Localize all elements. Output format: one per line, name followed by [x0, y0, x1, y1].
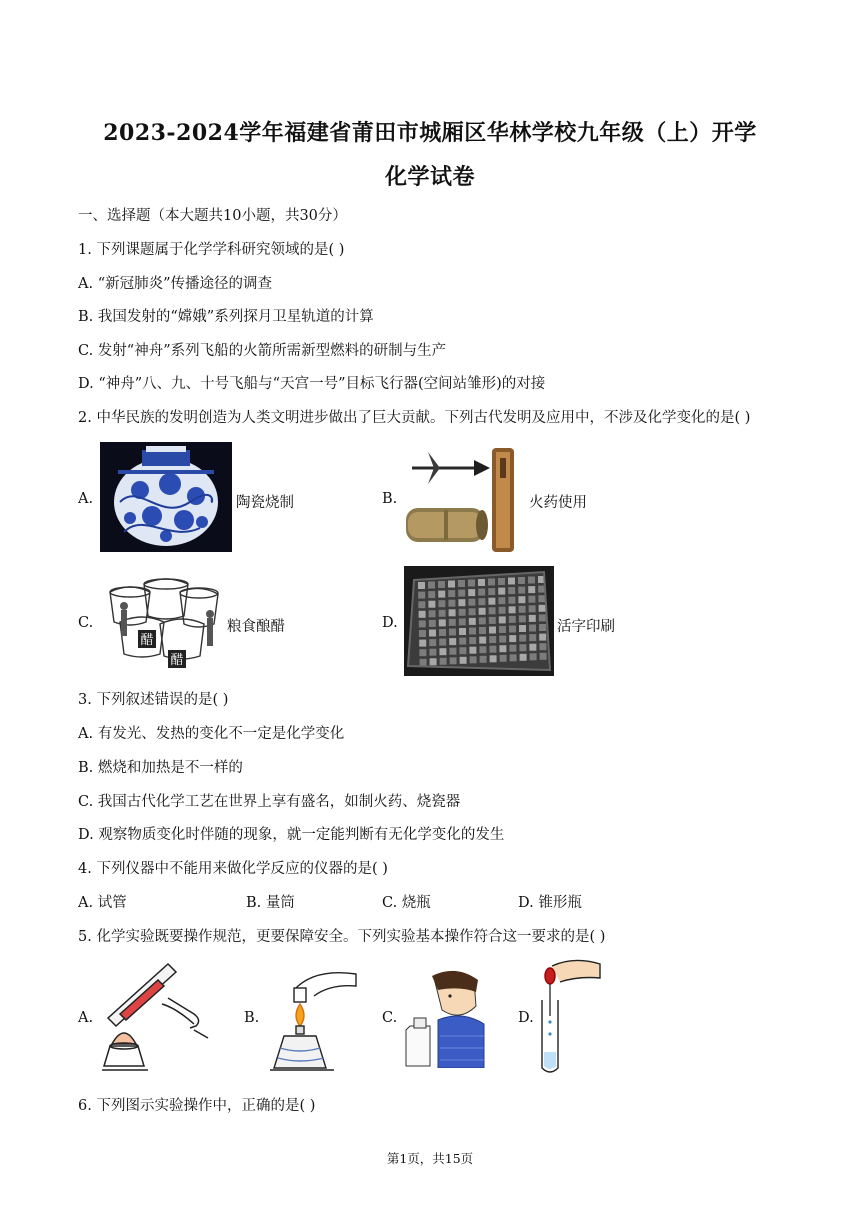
- question-4-option-b: B. 量筒: [246, 895, 295, 911]
- page-footer: 第1页，共15页: [386, 1151, 474, 1166]
- question-3-option-b: B. 燃烧和加热是不一样的: [78, 760, 243, 776]
- question-1-stem: 1. 下列课题属于化学学科研究领域的是( ): [78, 242, 345, 258]
- question-5-option-a-letter: A.: [78, 1010, 94, 1026]
- question-5-option-c-letter: C.: [382, 1010, 398, 1026]
- question-1-option-c: C. 发射“神舟”系列飞船的火箭所需新型燃料的研制与生产: [78, 343, 447, 359]
- smelling-gas-image: [404, 966, 486, 1068]
- question-4-option-c: C. 烧瓶: [382, 895, 431, 911]
- page-title-line1: 2023-2024学年福建省莆田市城厢区华林学校九年级（上）开学: [103, 120, 757, 146]
- question-5-stem: 5. 化学实验既要操作规范，更要保障安全。下列实验基本操作符合这一要求的是( ): [78, 929, 606, 945]
- question-5-option-d-letter: D.: [518, 1010, 534, 1026]
- section-heading: 一、选择题（本大题共10小题，共30分）: [78, 208, 347, 224]
- question-6-stem: 6. 下列图示实验操作中，正确的是( ): [78, 1098, 316, 1114]
- gunpowder-weapons-image: [404, 444, 526, 554]
- question-3-option-c: C. 我国古代化学工艺在世界上享有盛名，如制火药、烧瓷器: [78, 794, 461, 810]
- question-3-option-d: D. 观察物质变化时伴随的现象，就一定能判断有无化学变化的发生: [78, 827, 505, 843]
- alcohol-lamp-image: [264, 960, 362, 1074]
- vinegar-char-2: 醋: [170, 653, 184, 668]
- porcelain-vase-image: [100, 442, 232, 552]
- question-4-option-a: A. 试管: [78, 895, 127, 911]
- vinegar-char-1: 醋: [140, 633, 154, 648]
- question-2-option-d-caption: 活字印刷: [557, 619, 615, 635]
- question-2-option-b-caption: 火药使用: [529, 495, 587, 511]
- dropper-image: [538, 956, 602, 1076]
- question-2-option-d-letter: D.: [382, 615, 398, 631]
- question-1-option-a: A. “新冠肺炎”传播途径的调查: [78, 276, 273, 292]
- heating-test-tube-image: [98, 958, 214, 1072]
- question-2-option-c-letter: C.: [78, 615, 94, 631]
- question-2-option-c-caption: 粮食酿醋: [227, 619, 285, 635]
- question-2-option-a-caption: 陶瓷烧制: [236, 495, 294, 511]
- question-3-stem: 3. 下列叙述错误的是( ): [78, 692, 229, 708]
- question-4-option-d: D. 锥形瓶: [518, 895, 582, 911]
- question-3-option-a: A. 有发光、发热的变化不一定是化学变化: [78, 726, 345, 742]
- question-2-option-a-letter: A.: [78, 491, 94, 507]
- page-title-line2: 化学试卷: [384, 164, 475, 190]
- question-2-stem: 2. 中华民族的发明创造为人类文明进步做出了巨大贡献。下列古代发明及应用中，不涉及化学变化的是( ): [78, 410, 751, 426]
- question-1-option-b: B. 我国发射的“嫦娥”系列探月卫星轨道的计算: [78, 309, 374, 325]
- question-4-stem: 4. 下列仪器中不能用来做化学反应的仪器的是( ): [78, 861, 388, 877]
- question-1-option-d: D. “神舟”八、九、十号飞船与“天宫一号”目标飞行器(空间站雏形)的对接: [78, 376, 546, 392]
- question-2-option-b-letter: B.: [382, 491, 398, 507]
- question-5-option-b-letter: B.: [244, 1010, 260, 1026]
- movable-type-image: [404, 566, 554, 676]
- vinegar-brewing-image: [100, 572, 224, 674]
